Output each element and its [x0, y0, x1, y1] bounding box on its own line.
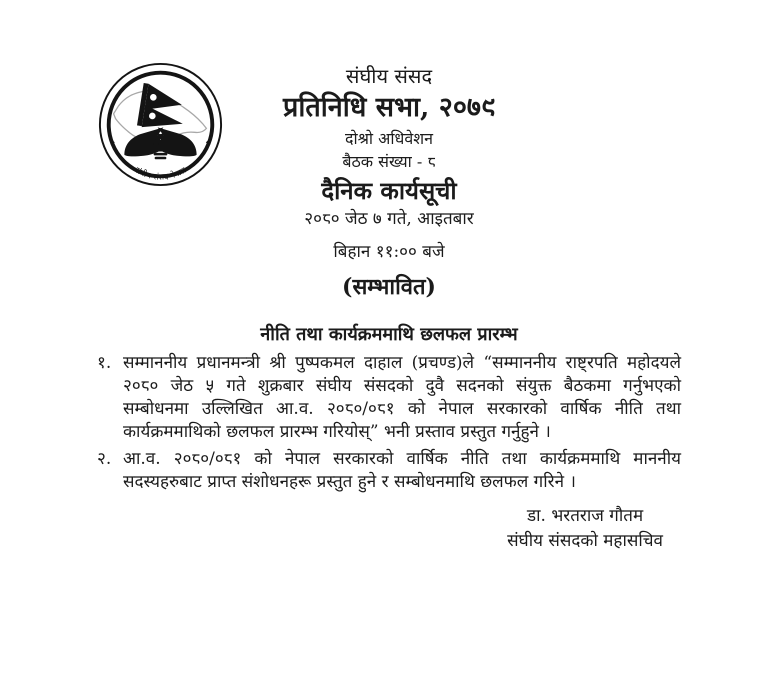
- item-number: १.: [97, 353, 112, 374]
- session-line: दोश्रो अधिवेशन: [344, 129, 434, 149]
- item-number: २.: [97, 449, 112, 470]
- item-text: [123, 352, 681, 444]
- signatory-title: संघीय संसदको महासचिव: [507, 531, 663, 552]
- date-line: २०८० जेठ ७ गते, आइतबार: [304, 208, 474, 229]
- parliament-emblem-icon: [97, 61, 224, 188]
- agenda-items: [97, 352, 681, 494]
- time-line: बिहान ११:०० बजे: [333, 241, 445, 262]
- agenda-item-2: [97, 448, 681, 494]
- item-line: सदस्यहरुबाट प्राप्त संशोधनहरू प्रस्तुत हुने र सम्बोधनमाथि छलफल गरिने ।: [123, 472, 576, 493]
- meeting-number-line: बैठक संख्या - ८: [342, 151, 436, 171]
- signature-block: [507, 504, 663, 554]
- item-line: सम्बोधनमा उल्लिखित आ.व. २०८०/०८१ को नेपाल सरकारको वार्षिक नीति तथा: [123, 399, 681, 420]
- svg-text:संघीय संसद नेपाल: [133, 165, 188, 182]
- org-name: संघीय संसद: [345, 64, 433, 88]
- house-title: प्रतिनिधि सभा, २०७९: [283, 92, 495, 123]
- daily-agenda-title: दैनिक कार्यसूची: [321, 175, 457, 205]
- item-text: [123, 448, 681, 494]
- agenda-item-1: [97, 352, 681, 444]
- item-line: २०८० जेठ ५ गते शुक्रबार संघीय संसदको दुवै सदनको संयुक्त बैठकमा गर्नुभएको: [123, 376, 681, 397]
- signatory-name: डा. भरतराज गौतम: [527, 506, 644, 527]
- item-line: सम्माननीय प्रधानमन्त्री श्री पुष्पकमल दाहाल (प्रचण्ड)ले “सम्माननीय राष्ट्रपति महोदयले: [123, 353, 681, 374]
- emblem-caption: संघीय संसद नेपाल: [133, 164, 188, 182]
- item-line: कार्यक्रममाथिको छलफल प्रारम्भ गरियोस्” भनी प्रस्ताव प्रस्तुत गर्नुहुने ।: [123, 422, 551, 443]
- agenda-heading: नीति तथा कार्यक्रममाथि छलफल प्रारम्भ: [260, 323, 518, 345]
- item-line: आ.व. २०८०/०८१ को नेपाल सरकारको वार्षिक नीति तथा कार्यक्रममाथि माननीय: [123, 449, 681, 470]
- tentative-label: (सम्भावित): [342, 274, 436, 301]
